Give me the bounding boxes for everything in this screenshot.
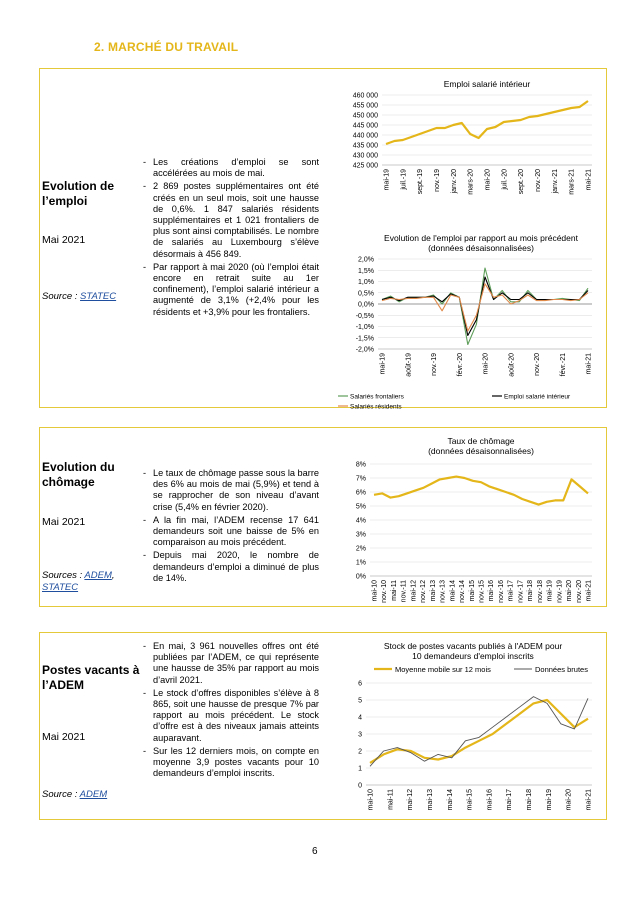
panel-date: Mai 2021 [42,731,86,743]
bullet-item: - A la fin mai, l’ADEM recense 17 641 demandeurs soit une baisse de 5% en comparaison au mois précédent. [143,515,319,549]
panel-postes-left [42,663,140,693]
chart-title-line2: (données désaisonnalisées) [428,243,534,253]
legend-label: Salariés frontaliers [350,393,404,401]
bullet-item: - Depuis mai 2020, le nombre de demandeurs d’emploi a diminué de plus de 14%. [143,550,319,584]
x-tick-label: mai-21 [585,580,593,602]
panel-title: Evolution du chômage [42,460,115,489]
y-tick-label: 5% [355,503,366,511]
y-tick-label: 4 [358,714,362,722]
x-tick-label: mai-20 [566,580,574,602]
x-tick-label: mai-20 [482,353,490,375]
x-tick-label: nov.-19 [431,353,438,376]
panel-chomage-left [42,460,140,490]
x-tick-label: mai-20 [565,789,573,811]
y-tick-label: 3% [355,531,366,539]
y-tick-label: 7% [355,475,366,483]
y-tick-label: 1,0% [358,279,374,286]
chart-evolution-emploi [330,229,602,409]
x-tick-label: mai-19 [383,169,391,191]
y-tick-label: 5 [358,697,362,705]
panel-chomage [39,427,607,607]
x-tick-label: janv.-20 [450,169,458,194]
source-link-adem[interactable]: ADEM [79,789,108,800]
x-tick-label: mai-21 [585,353,593,375]
x-tick-label: mai-20 [484,169,492,191]
x-tick-label: mai-10 [371,580,379,602]
source-prefix: Source : [42,789,80,800]
source-link-adem[interactable]: ADEM [84,570,112,581]
legend-label: Données brutes [535,665,588,674]
y-tick-label: 445 000 [352,122,378,130]
y-tick-label: 0,5% [358,290,374,298]
x-tick-label: mai-15 [468,580,476,602]
source-link-statec[interactable]: STATEC [42,582,79,593]
x-tick-label: mai-17 [506,789,514,811]
y-tick-label: 6% [355,489,366,497]
x-tick-label: mai-19 [545,789,553,811]
y-tick-label: 450 000 [352,112,378,120]
x-tick-label: mai-16 [488,580,496,602]
chart-title-line1: Stock de postes vacants publiés à l'ADEM pour [383,641,563,651]
x-tick-label: mai-17 [507,580,515,602]
chart-title-line2: 10 demandeurs d'emploi inscrits [412,651,534,661]
y-tick-label: 1 [358,765,362,773]
x-tick-label: févr.-20 [456,353,464,377]
bullet-item: - Sur les 12 derniers mois, on compte en moyenne 3,9 postes vacants pour 10 demandeurs d’emploi inscrits. [143,746,319,780]
x-tick-label: juil.-20 [501,169,509,190]
legend-label: Salariés résidents [350,403,402,409]
y-tick-label: 4% [355,517,366,525]
x-tick-label: mai-19 [546,580,554,602]
x-tick-label: nov.-19 [434,169,441,192]
y-tick-label: 0% [355,573,366,581]
panel-emploi-left [42,179,140,209]
x-tick-label: mai-18 [527,580,535,602]
x-tick-label: nov.-14 [459,580,467,603]
chart-subtitle: (données désaisonnalisées) [428,446,534,456]
x-tick-label: mai-21 [585,169,593,191]
y-tick-label: 435 000 [352,142,378,150]
y-tick-label: 440 000 [352,132,378,140]
x-tick-label: janv.-21 [551,169,559,194]
x-tick-label: nov.-13 [439,580,447,603]
y-tick-label: 0 [358,782,362,790]
y-tick-label: 2,0% [358,256,374,264]
series-line-emploi-salari-int-rieur [386,101,588,144]
series-line-taux-de-ch-mage [374,477,588,505]
x-tick-label: mai-11 [390,580,398,601]
chart-title-line1: Evolution de l'emploi par rapport au mois précédent [384,233,578,243]
panel-postes-vacants [39,632,607,820]
bullet-item: - Le taux de chômage passe sous la barre des 6% au mois de mai (5,9%) et tend à se rapprocher de son niveau d’avant crise (5,4% en février 2020). [143,468,319,513]
panel-source [42,789,140,800]
panel-date: Mai 2021 [42,516,86,528]
bullet-item: - En mai, 3 961 nouvelles offres ont été publiées par l’ADEM, ce qui représente une hausse de 35% par rapport au mois d’avril 2021. [143,641,319,686]
chart-title: Taux de chômage [447,436,515,446]
x-tick-label: sept.-20 [518,169,526,195]
y-tick-label: 8% [355,461,366,469]
bullet-item: - 2 869 postes supplémentaires ont été créés en un seul mois, soit une hausse de 0,6%. 1 847 salariés résidents supplémentaires et 1 021 frontaliers de plus sont ainsi comptabilisés. Le nombre de salariés au Luxembourg s’élève désormais à 456 849. [143,181,319,259]
x-tick-label: nov.-11 [400,580,408,603]
y-tick-label: 425 000 [352,162,378,170]
source-link-statec[interactable]: STATEC [80,291,117,302]
chart-taux-chomage [330,432,602,606]
panel-date: Mai 2021 [42,234,86,246]
section-title: 2. MARCHÉ DU TRAVAIL [94,40,239,54]
y-tick-label: -2,0% [355,346,374,354]
x-tick-label: août-20 [508,353,516,377]
y-tick-label: 430 000 [352,152,378,160]
x-tick-label: mai-11 [387,789,395,810]
legend-label: Emploi salarié intérieur [504,393,571,401]
x-tick-label: mai-12 [407,789,415,811]
y-tick-label: 455 000 [352,102,378,110]
x-tick-label: mai-13 [429,580,437,602]
x-tick-label: nov.-20 [534,353,541,376]
x-tick-label: nov.-15 [478,580,486,603]
bullet-list [143,468,319,586]
y-tick-label: 3 [358,731,362,739]
source-prefix: Source : [42,291,81,302]
legend-label: Moyenne mobile sur 12 mois [395,665,491,674]
panel-title: Evolution de l’emploi [42,179,114,208]
y-tick-label: 6 [358,680,362,688]
bullet-item: - Par rapport à mai 2020 (où l’emploi était encore en retrait suite au 1er confinement), l’emploi salarié intérieur a augmenté de 3,1% (+2,4% pour les résidents et +3,9% pour les frontaliers. [143,262,319,318]
y-tick-label: -0,5% [355,312,374,320]
bullet-item: - Le stock d’offres disponibles s’élève à 8 865, soit une hausse de presque 7% par rapport au mois précédent. Le stock d’offre est à des niveaux jamais atteints auparavant. [143,688,319,744]
chart-emploi-salarie [330,73,602,233]
x-tick-label: mai-16 [486,789,494,811]
source-prefix: Sources : [42,570,85,581]
x-tick-label: mars-20 [467,169,475,195]
x-tick-label: nov.-20 [535,169,542,192]
y-tick-label: -1,0% [355,324,374,331]
chart-title: Emploi salarié intérieur [443,79,531,89]
panel-source [42,291,140,302]
x-tick-label: mai-10 [367,789,375,811]
x-tick-label: nov.-18 [536,580,544,603]
y-tick-label: 0,0% [358,301,374,309]
bullet-item: - Les créations d’emploi se sont accélérées au mois de mai. [143,157,319,179]
page-number: 6 [312,846,318,857]
y-tick-label: -1,5% [355,335,374,343]
x-tick-label: nov.-10 [381,580,389,603]
x-tick-label: nov.-12 [420,580,428,603]
x-tick-label: mai-19 [379,353,387,375]
x-tick-label: nov.-16 [497,580,505,603]
x-tick-label: mai-15 [466,789,474,811]
x-tick-label: mai-18 [526,789,534,811]
y-tick-label: 2% [355,545,366,553]
x-tick-label: mai-12 [410,580,418,602]
series-line-salari-s-r-sidents [382,284,588,331]
x-tick-label: mai-21 [585,789,593,811]
y-tick-label: 2 [358,748,362,756]
x-tick-label: mai-14 [446,789,454,811]
chart-postes-vacants [330,637,602,819]
x-tick-label: nov.-17 [517,580,525,603]
x-tick-label: mai-14 [449,580,457,602]
series-line-moyenne-mobile-sur-12-mois [370,700,588,763]
x-tick-label: août-19 [405,353,413,377]
y-tick-label: 1% [355,559,366,567]
panel-title: Postes vacants à l’ADEM [42,663,140,692]
x-tick-label: juil.-19 [400,169,408,190]
x-tick-label: nov.-19 [556,580,564,603]
x-tick-label: sept.-19 [417,169,425,195]
y-tick-label: 460 000 [352,92,378,100]
x-tick-label: nov.-20 [575,580,583,603]
panel-emploi [39,68,607,408]
panel-source: Sources : ADEM, STATEC [42,570,115,593]
bullet-list [143,641,319,781]
x-tick-label: mai-13 [426,789,434,811]
x-tick-label: févr.-21 [559,353,567,377]
bullet-list [143,157,319,320]
x-tick-label: mars-21 [568,169,576,195]
y-tick-label: 1,5% [358,267,374,275]
